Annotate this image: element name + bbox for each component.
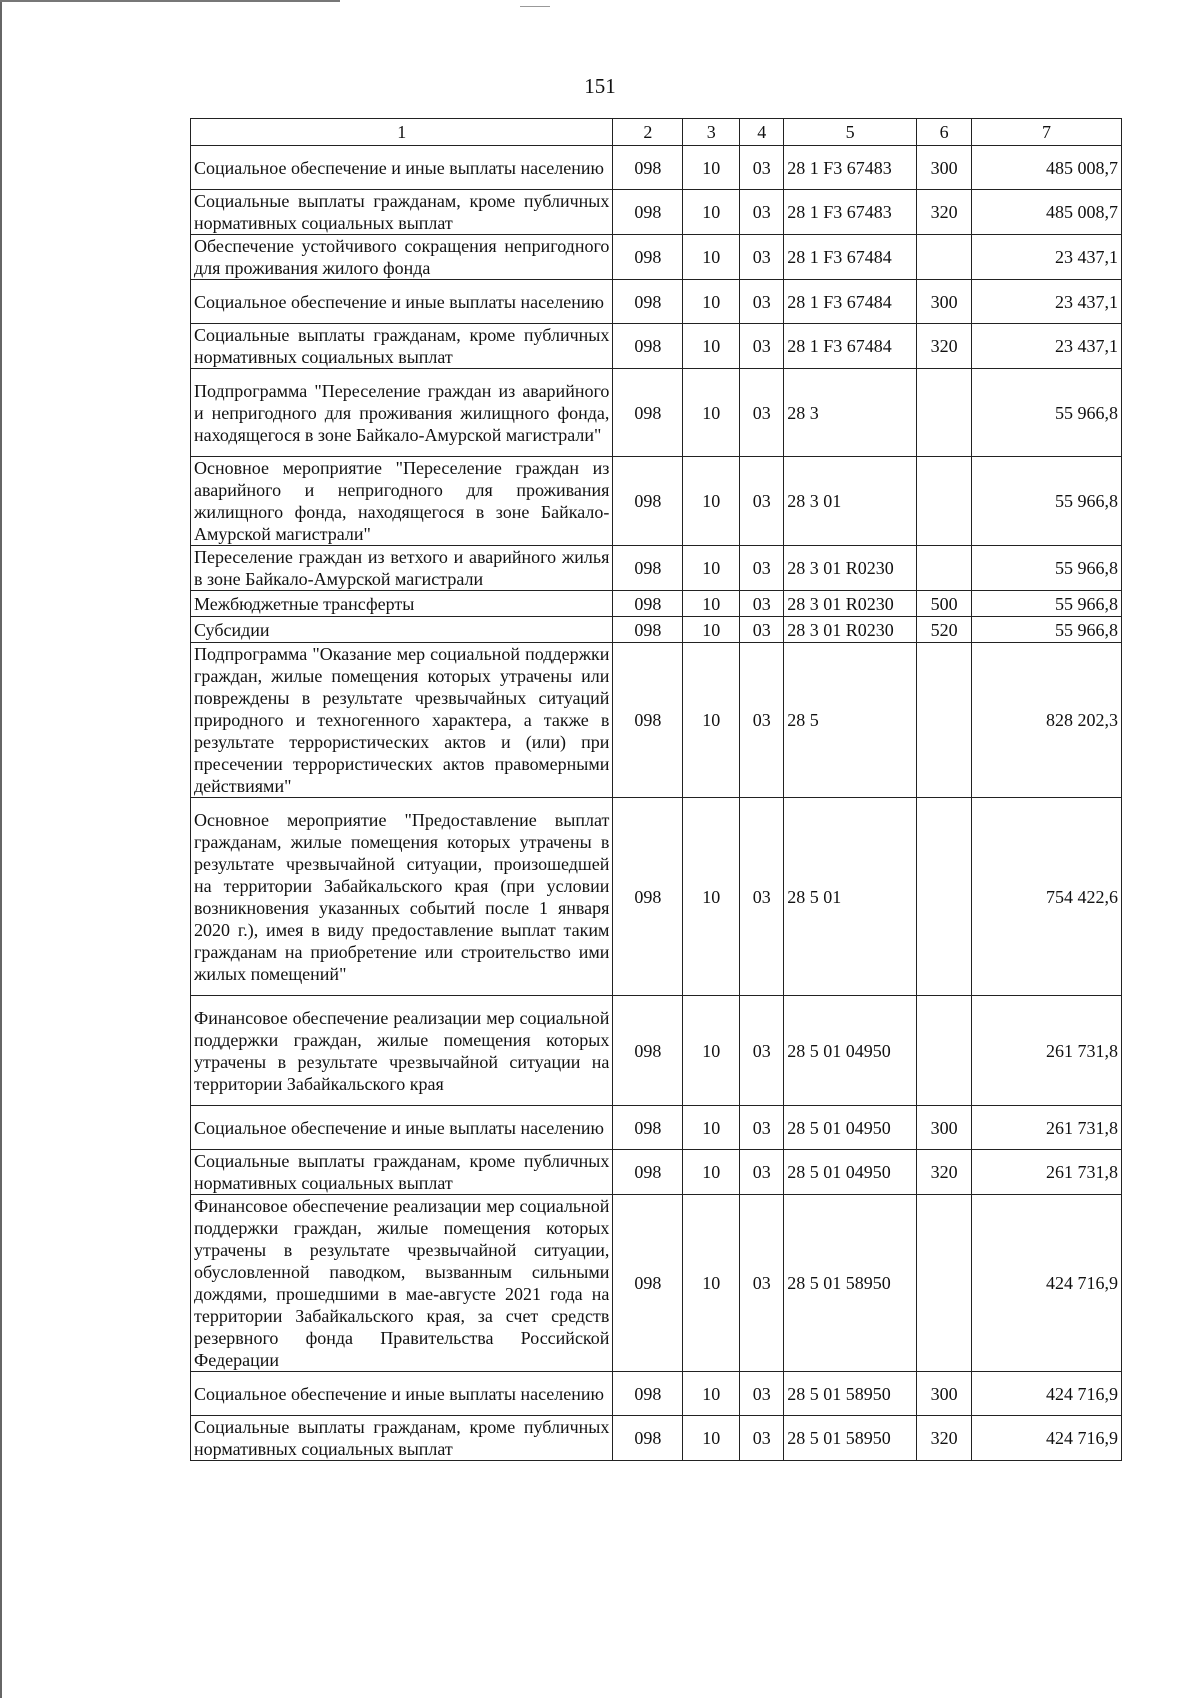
row-name: Подпрограмма "Оказание мер социальной поддержки граждан, жилые помещения которых утрачены или повреждены в результате чрезвычайных ситуаций природного и техногенного характера, а также в результате террористических актов и (или) при пресечении террористических актов правомерными действиями"	[191, 643, 613, 798]
row-subsection-code: 03	[740, 1150, 784, 1195]
row-section-code: 10	[683, 798, 740, 996]
row-subsection-code: 03	[740, 280, 784, 324]
row-subsection-code: 03	[740, 457, 784, 546]
row-section-code: 10	[683, 235, 740, 280]
row-ministry-code: 098	[613, 591, 683, 617]
row-target-article: 28 3 01	[784, 457, 917, 546]
row-target-article: 28 5 01 58950	[784, 1195, 917, 1372]
row-ministry-code: 098	[613, 996, 683, 1106]
header-row	[191, 119, 1122, 146]
row-ministry-code: 098	[613, 457, 683, 546]
row-ministry-code: 098	[613, 617, 683, 643]
row-target-article: 28 3 01 R0230	[784, 617, 917, 643]
row-section-code: 10	[683, 190, 740, 235]
row-target-article: 28 3 01 R0230	[784, 546, 917, 591]
table-row	[191, 798, 1122, 996]
row-ministry-code: 098	[613, 643, 683, 798]
row-section-code: 10	[683, 1106, 740, 1150]
row-target-article: 28 5 01 58950	[784, 1372, 917, 1416]
row-expense-type: 320	[917, 1150, 972, 1195]
row-subsection-code: 03	[740, 1416, 784, 1461]
row-target-article: 28 5 01 58950	[784, 1416, 917, 1461]
row-section-code: 10	[683, 1372, 740, 1416]
row-subsection-code: 03	[740, 643, 784, 798]
row-expense-type: 300	[917, 1106, 972, 1150]
table-row	[191, 1372, 1122, 1416]
row-section-code: 10	[683, 369, 740, 457]
row-target-article: 28 1 F3 67484	[784, 235, 917, 280]
row-section-code: 10	[683, 324, 740, 369]
column-header: 6	[917, 119, 972, 146]
row-subsection-code: 03	[740, 1372, 784, 1416]
row-ministry-code: 098	[613, 1195, 683, 1372]
row-expense-type: 520	[917, 617, 972, 643]
row-expense-type	[917, 235, 972, 280]
row-subsection-code: 03	[740, 996, 784, 1106]
row-target-article: 28 3 01 R0230	[784, 591, 917, 617]
row-section-code: 10	[683, 1150, 740, 1195]
row-expense-type	[917, 546, 972, 591]
row-subsection-code: 03	[740, 617, 784, 643]
row-target-article: 28 5 01 04950	[784, 1150, 917, 1195]
row-subsection-code: 03	[740, 235, 784, 280]
row-expense-type: 300	[917, 1372, 972, 1416]
row-name: Социальное обеспечение и иные выплаты населению	[191, 1372, 613, 1416]
table-row	[191, 280, 1122, 324]
row-name: Основное мероприятие "Переселение граждан из аварийного и непригодного для проживания жилищного фонда, находящегося в зоне Байкало-Амурской магистрали"	[191, 457, 613, 546]
row-expense-type	[917, 798, 972, 996]
row-subsection-code: 03	[740, 324, 784, 369]
column-header: 4	[740, 119, 784, 146]
table-row	[191, 369, 1122, 457]
row-section-code: 10	[683, 280, 740, 324]
row-amount: 754 422,6	[972, 798, 1122, 996]
row-target-article: 28 3	[784, 369, 917, 457]
row-subsection-code: 03	[740, 798, 784, 996]
row-target-article: 28 1 F3 67484	[784, 280, 917, 324]
row-section-code: 10	[683, 457, 740, 546]
row-amount: 424 716,9	[972, 1195, 1122, 1372]
row-name: Социальное обеспечение и иные выплаты населению	[191, 280, 613, 324]
row-expense-type: 300	[917, 146, 972, 190]
scan-artifact	[520, 6, 550, 7]
row-target-article: 28 1 F3 67483	[784, 190, 917, 235]
row-expense-type: 320	[917, 1416, 972, 1461]
row-expense-type	[917, 643, 972, 798]
row-name: Межбюджетные трансферты	[191, 591, 613, 617]
column-header: 5	[784, 119, 917, 146]
row-name: Финансовое обеспечение реализации мер социальной поддержки граждан, жилые помещения которых утрачены в результате чрезвычайной ситуации, обусловленной паводком, вызванным сильными дождями, прошедшими в мае-августе 2021 года на территории Забайкальского края, за счет средств резервного фонда Правительства Российской Федерации	[191, 1195, 613, 1372]
row-expense-type	[917, 996, 972, 1106]
row-amount: 55 966,8	[972, 369, 1122, 457]
row-ministry-code: 098	[613, 146, 683, 190]
row-name: Финансовое обеспечение реализации мер социальной поддержки граждан, жилые помещения которых утрачены в результате чрезвычайной ситуации на территории Забайкальского края	[191, 996, 613, 1106]
row-target-article: 28 1 F3 67484	[784, 324, 917, 369]
row-name: Подпрограмма "Переселение граждан из аварийного и непригодного для проживания жилищного фонда, находящегося в зоне Байкало-Амурской магистрали"	[191, 369, 613, 457]
row-subsection-code: 03	[740, 1195, 784, 1372]
row-ministry-code: 098	[613, 190, 683, 235]
row-name: Социальное обеспечение и иные выплаты населению	[191, 146, 613, 190]
row-target-article: 28 5 01 04950	[784, 996, 917, 1106]
row-amount: 485 008,7	[972, 190, 1122, 235]
scan-artifact	[0, 0, 340, 2]
row-amount: 424 716,9	[972, 1416, 1122, 1461]
column-header: 1	[191, 119, 613, 146]
row-name: Субсидии	[191, 617, 613, 643]
table-row	[191, 591, 1122, 617]
table-row	[191, 324, 1122, 369]
row-ministry-code: 098	[613, 546, 683, 591]
row-expense-type	[917, 457, 972, 546]
table-row	[191, 1195, 1122, 1372]
row-ministry-code: 098	[613, 1150, 683, 1195]
row-name: Социальные выплаты гражданам, кроме публичных нормативных социальных выплат	[191, 1150, 613, 1195]
row-ministry-code: 098	[613, 798, 683, 996]
row-ministry-code: 098	[613, 369, 683, 457]
row-subsection-code: 03	[740, 1106, 784, 1150]
row-subsection-code: 03	[740, 190, 784, 235]
row-amount: 828 202,3	[972, 643, 1122, 798]
row-name: Социальное обеспечение и иные выплаты населению	[191, 1106, 613, 1150]
row-amount: 55 966,8	[972, 546, 1122, 591]
row-name: Обеспечение устойчивого сокращения непригодного для проживания жилого фонда	[191, 235, 613, 280]
row-amount: 55 966,8	[972, 617, 1122, 643]
row-ministry-code: 098	[613, 324, 683, 369]
row-amount: 261 731,8	[972, 996, 1122, 1106]
row-subsection-code: 03	[740, 146, 784, 190]
row-name: Социальные выплаты гражданам, кроме публичных нормативных социальных выплат	[191, 190, 613, 235]
row-expense-type	[917, 369, 972, 457]
row-section-code: 10	[683, 1195, 740, 1372]
row-target-article: 28 1 F3 67483	[784, 146, 917, 190]
row-amount: 55 966,8	[972, 591, 1122, 617]
row-expense-type: 320	[917, 190, 972, 235]
table-row	[191, 1416, 1122, 1461]
row-section-code: 10	[683, 643, 740, 798]
scan-edge	[0, 0, 2, 1698]
row-section-code: 10	[683, 146, 740, 190]
table-row	[191, 457, 1122, 546]
table-row	[191, 1106, 1122, 1150]
row-ministry-code: 098	[613, 1106, 683, 1150]
row-expense-type: 300	[917, 280, 972, 324]
row-amount: 261 731,8	[972, 1150, 1122, 1195]
row-section-code: 10	[683, 996, 740, 1106]
row-name: Переселение граждан из ветхого и аварийного жилья в зоне Байкало-Амурской магистрали	[191, 546, 613, 591]
column-header: 2	[613, 119, 683, 146]
row-name: Социальные выплаты гражданам, кроме публичных нормативных социальных выплат	[191, 1416, 613, 1461]
table-row	[191, 190, 1122, 235]
row-amount: 23 437,1	[972, 280, 1122, 324]
row-target-article: 28 5	[784, 643, 917, 798]
row-subsection-code: 03	[740, 591, 784, 617]
row-expense-type	[917, 1195, 972, 1372]
row-amount: 23 437,1	[972, 324, 1122, 369]
table-row	[191, 146, 1122, 190]
row-amount: 424 716,9	[972, 1372, 1122, 1416]
table-row	[191, 643, 1122, 798]
row-name: Социальные выплаты гражданам, кроме публичных нормативных социальных выплат	[191, 324, 613, 369]
row-target-article: 28 5 01	[784, 798, 917, 996]
table-row	[191, 235, 1122, 280]
table-row	[191, 996, 1122, 1106]
row-section-code: 10	[683, 1416, 740, 1461]
table-row	[191, 546, 1122, 591]
budget-table	[190, 118, 1122, 1461]
row-expense-type: 500	[917, 591, 972, 617]
row-amount: 23 437,1	[972, 235, 1122, 280]
row-amount: 485 008,7	[972, 146, 1122, 190]
row-name: Основное мероприятие "Предоставление выплат гражданам, жилые помещения которых утрачены в результате чрезвычайной ситуации, произошедшей на территории Забайкальского края (при условии возникновения указанных событий после 1 января 2020 г.), имея в виду предоставление выплат таким гражданам на приобретение или строительство ими жилых помещений"	[191, 798, 613, 996]
page-number: 151	[584, 74, 616, 98]
column-header: 7	[972, 119, 1122, 146]
row-target-article: 28 5 01 04950	[784, 1106, 917, 1150]
row-ministry-code: 098	[613, 280, 683, 324]
table-row	[191, 1150, 1122, 1195]
row-amount: 55 966,8	[972, 457, 1122, 546]
row-ministry-code: 098	[613, 1416, 683, 1461]
row-section-code: 10	[683, 546, 740, 591]
column-header: 3	[683, 119, 740, 146]
row-section-code: 10	[683, 617, 740, 643]
row-subsection-code: 03	[740, 546, 784, 591]
row-section-code: 10	[683, 591, 740, 617]
row-subsection-code: 03	[740, 369, 784, 457]
row-ministry-code: 098	[613, 1372, 683, 1416]
row-ministry-code: 098	[613, 235, 683, 280]
row-amount: 261 731,8	[972, 1106, 1122, 1150]
table-row	[191, 617, 1122, 643]
row-expense-type: 320	[917, 324, 972, 369]
